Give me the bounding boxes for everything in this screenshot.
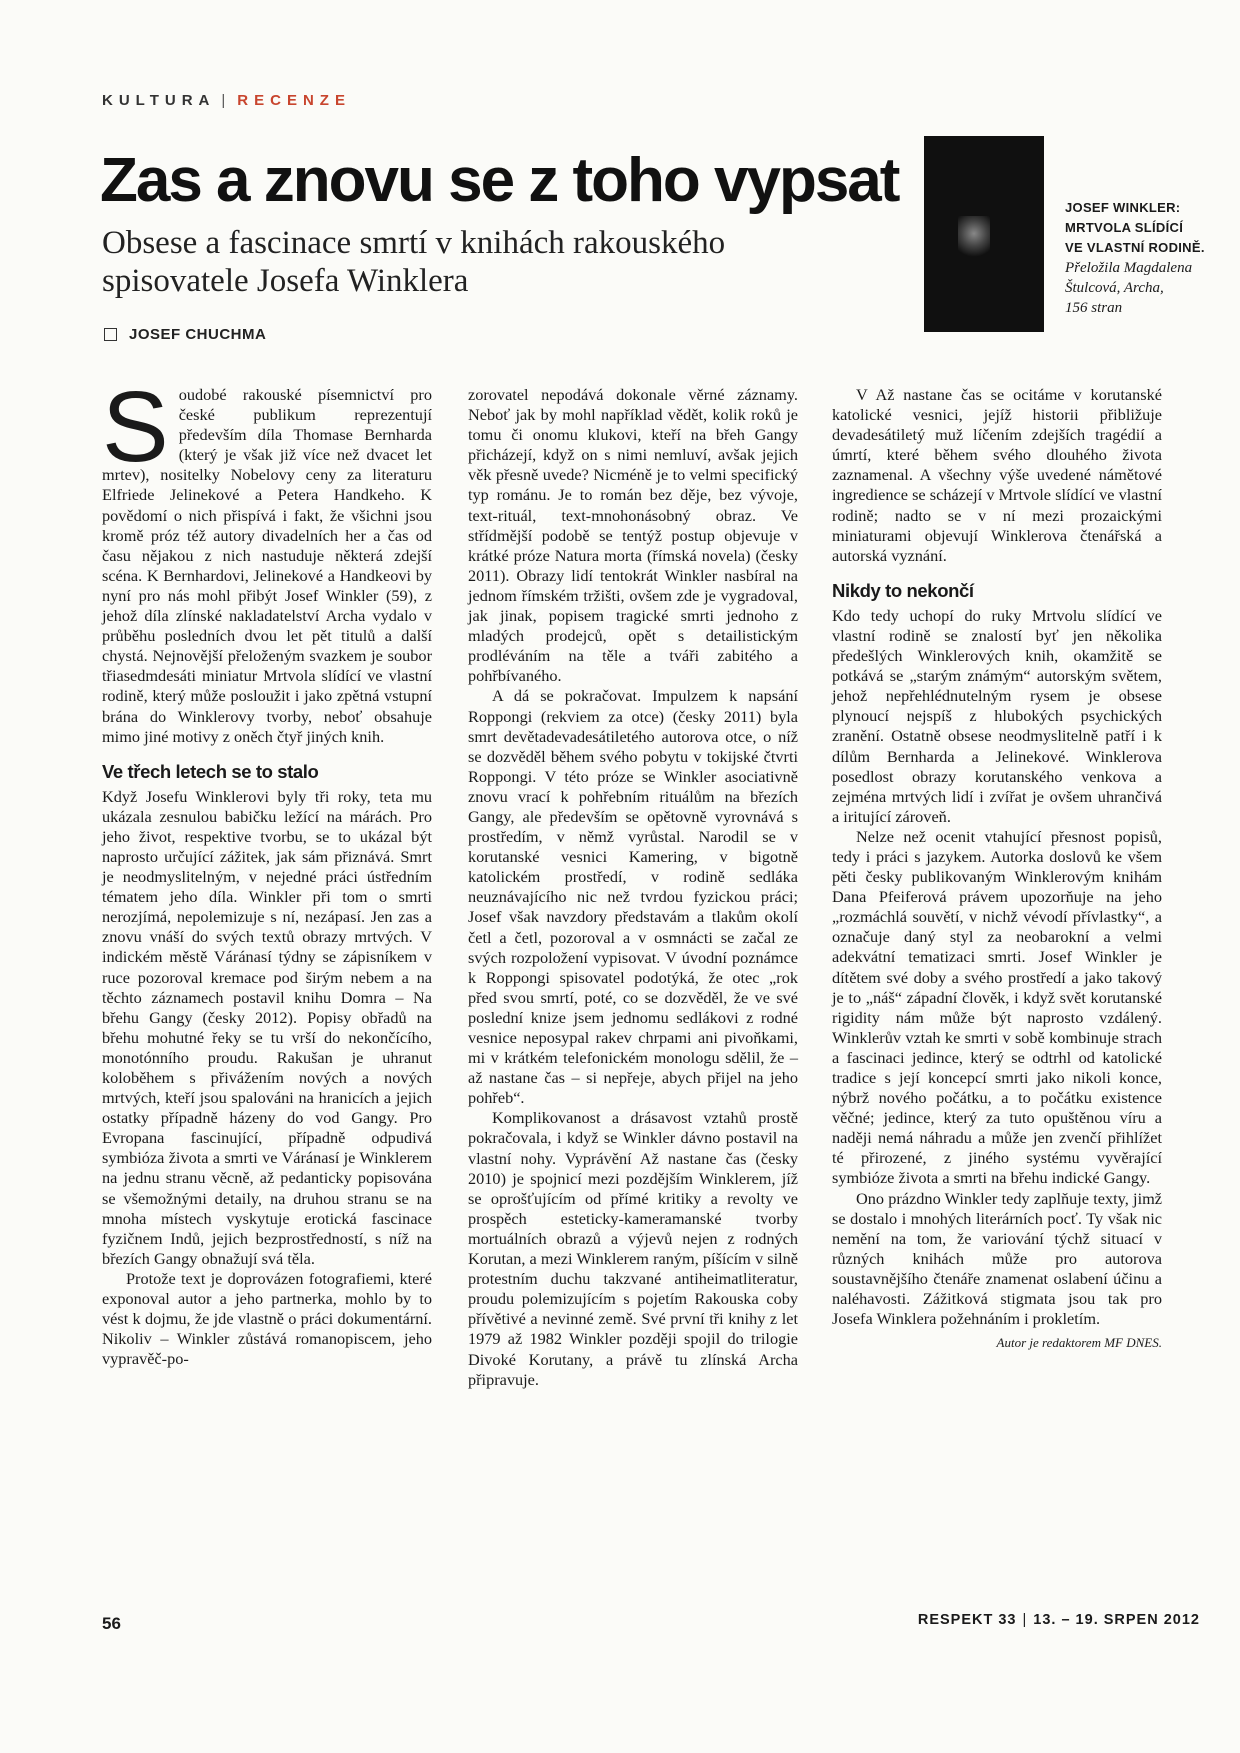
- byline: [104, 326, 266, 343]
- issue-date: 13. – 19. SRPEN 2012: [1033, 1612, 1200, 1628]
- magazine-issue: RESPEKT 33: [917, 1612, 1017, 1628]
- paragraph: Když Josefu Winklerovi byly tři roky, teta mu ukázala zesnulou babičku ležící na márách. Pro jeho život, respektive tvorbu, se to ukázal být naprosto určující zážitek, jak sám přiznává. Smrt je neodmyslitelným, v nejedné práci ústředním tématem jeho díla. Winkler při tom o smrti nerozjímá, nepolemizuje s ní, nezápasí. Jen zas a znovu vnáší do svých textů obrazy mrtvých. V indickém městě Váránasí týdny se zápisníkem v ruce pozoroval kremace pod širým nebem a na těchto záznamech postavil knihu Domra – Na břehu Gangy (česky 2012). Popisy obřadů na břehu mohutné řeky se tu vrší do nekončícího, monotónního proudu. Rakušan je uhranut koloběhem s přivážením nových a nových mrtvých, kteří jsou spalováni na hranicích a jejich ostatky případně házeny do vod Gangy. Pro Evropana fascinující, případně odpudivá symbióza života a smrti ve Váránasí je Winklerem na jednu stranu věcně, až pedanticky popisována se všemožnými detaily, na druhou stranu se na mnoha místech vyskytuje erotická fascinace fyzičnem Indů, jejich bezprostředností, s níž na březích Gangy obnažují svá těla.: [102, 786, 432, 1268]
- paragraph: zorovatel nepodává dokonale věrné záznamy. Neboť jak by mohl například vědět, kolik roků je tomu či onomu klukovi, kteří na břeh Gangy přicházejí, když on s nimi nemluví, avšak jejich věk přesně uvede? Nicméně je to velmi specifický typ románu. Je to román bez děje, bez vývoje, text-rituál, text-mnohonásobný obraz. Ve střídmější podobě se tentýž postup objevuje v krátké próze Natura morta (římská novela) (česky 2011). Obrazy lidí tentokrát Winkler nasbíral na jednom římském tržišti, ovšem zde je vygradoval, jak jinak, popisem tragické smrti jednoho z mladých prodejců, opět s detailistickým prodléváním na těle a tváři zabitého a pohřbívaného.: [468, 385, 798, 686]
- section-separator: |: [221, 92, 232, 109]
- book-title-line: MRTVOLA SLÍDÍCÍ: [1065, 220, 1184, 235]
- article-column-1: [102, 371, 432, 1369]
- page-number: 56: [102, 1614, 121, 1633]
- subtitle: Obsese a fascinace smrtí v knihách rakouského spisovatele Josefa Winklera: [102, 225, 726, 299]
- headline: Zas a znovu se z toho vypsat: [100, 146, 899, 215]
- article-column-3: [832, 385, 1162, 1353]
- footer-separator: |: [1022, 1612, 1028, 1628]
- article-column-2: [468, 385, 798, 1390]
- paragraph: A dá se pokračovat. Impulzem k napsání Roppongi (rekviem za otce) (česky 2011) byla smrt devětadevadesátiletého autorova otce, o níž se dozvěděl během svého pobytu v tokijské čtvrti Roppongi. V této próze se Winkler asociativně znovu vrací k pohřebním rituálům na březích Gangy, ale především se opětovně vyrovnává s prostředím, v němž vyrůstal. Narodil se v korutanské vesnici Kamering, v bigotně katolickém prostředí, v rodině sedláka neuznávajícího nic než tvrdou fyzickou práci; Josef však navzdory představám a tlakům okolí četl a četl, pozoroval a v osmnácti se začal ze svých rozpoložení vypisovat. V úvodní poznámce k Roppongi spisovatel podotýká, že otec „rok před svou smrtí, poté, co se dozvěděl, že ve své poslední knize jsem jednomu sedlákovi z rodné vesnice neposypal rakev chrpami ani pivoňkami, mi v krátkém telefonickém monologu sdělil, že – až nastane čas – si nepřeje, abych přijel na jeho pohřeb“.: [468, 686, 798, 1108]
- subheading: Ve třech letech se to stalo: [102, 760, 319, 782]
- book-title-line: VE VLASTNÍ RODINĚ.: [1065, 240, 1205, 255]
- cover-figure: [958, 216, 990, 260]
- paragraph: Komplikovanost a drásavost vztahů prostě pokračovala, i když se Winkler dávno postavil na vlastní nohy. Vyprávění Až nastane čas (česky 2010) je spojnicí mezi pozdějším Winklerem, jíž se oprošťujícím od přímé kritiky a revolty ve prospěch esteticky-kameramanské tvorby mortuálních obrazů a výjevů nejen z rodných Korutan, a mezi Winklerem raným, píšícím v silně protestním duchu takzvané antiheimatliteratur, proudu polemizujícím s pojetím Rakouska coby přívětivé a nevinné země. Své první tři knihy z let 1979 až 1982 Winkler později spojil do trilogie Divoké Korutany, a právě tu zlínská Archa připravuje.: [468, 1108, 798, 1389]
- book-info: [1065, 198, 1235, 318]
- paragraph: Kdo tedy uchopí do ruky Mrtvolu slídící ve vlastní rodině se znalostí byť jen několika předešlých Winklerových knih, okamžitě se potkává se „starým známým“ autorským světem, jehož nepřehlédnutelným rysem je obsese plynoucí nejspíš z hlubokých psychických zranění. Ostatně obsese neodmyslitelně patří i k dílům Bernharda a Jelinekové. Winklerova posedlost obrazy korutanského venkova a zejména mrtvých lidí i zvířat je ovšem uhrančivá a iritující zároveň.: [832, 605, 1162, 826]
- book-title-line: JOSEF WINKLER:: [1065, 200, 1181, 215]
- paragraph: [102, 371, 432, 747]
- drop-cap: S: [102, 371, 169, 483]
- square-icon: [104, 328, 117, 341]
- book-detail-line: Štulcová, Archa,: [1065, 280, 1164, 296]
- subsection-name: RECENZE: [237, 92, 351, 109]
- author-note: Autor je redaktorem MF DNES.: [996, 1335, 1162, 1351]
- paragraph-text: oudobé rakouské písemnictví pro české publikum reprezentují především díla Thomase Bernharda (který je však již více než dvacet let mrtev), nositelky Nobelovy ceny za literaturu Elfriede Jelinekové a Petera Handkeho. K povědomí o nich přispívá i fakt, že všichni jsou kromě próz též autory divadelních her a čas od času nějakou z nich nastuduje některá zdejší scéna. K Bernhardovi, Jelinekové a Handkeovi by nyní pro nás mohl přibýt Josef Winkler (59), z jehož díla zlínské nakladatelství Archa vydalo v průběhu posledních dvou let pět titulů a další chystá. Nejnovější přeloženým svazkem je soubor třiasedmdesáti miniatur Mrtvola slídící ve vlastní rodině, který může posloužit i jako zpětná vstupní brána do Winklerovy tvorby, neboť obsahuje mimo jiné motivy z oněch čtyř jiných knih.: [102, 385, 432, 746]
- subheading: Nikdy to nekončí: [832, 579, 974, 601]
- footer-issue: [860, 1612, 1200, 1628]
- paragraph: Nelze než ocenit vtahující přesnost popisů, tedy i práci s jazykem. Autorka doslovů ke všem pěti česky publikovaným Winklerovým knihám Dana Pfeiferová právem upozorňuje na jeho „rozmáchlá souvětí, v nichž vévodí přívlastky“, a označuje daný styl za neobarokní a velmi adekvátní tematizaci smrti. Josef Winkler je dítětem své doby a svého prostředí a jako takový je to „náš“ západní člověk, i když svět korutanské rigidity nám může být naprosto vzdálený. Winklerův vztah ke smrti v sobě kombinuje strach a fascinaci jedince, který se odtrhl od katolické tradice s její koncepcí smrti jako nikoli konce, nýbrž nového počátku, a to počátku existence věčné; jedince, který za tuto opuštěnou víru a naději nemá náhradu a může jen zvenčí přihlížet té přirozené, z jiného systému vyvěrající symbióze života a smrti na břehu indické Gangy.: [832, 826, 1162, 1188]
- paragraph: Ono prázdno Winkler tedy zaplňuje texty, jimž se dostalo i mnohých literárních pocť. Ty však nic nemění na tom, že variování týchž situací v různých knihách může pro autorova soustavnějšího čtenáře znamenat oslabení účinu a naléhavosti. Zážitková stigmata jsou tak pro Josefa Winklera požehnáním i prokletím.: [832, 1188, 1162, 1329]
- book-detail-line: 156 stran: [1065, 300, 1123, 316]
- author-name: JOSEF CHUCHMA: [129, 326, 267, 343]
- section-name: KULTURA: [102, 92, 216, 109]
- book-cover-image: [924, 136, 1044, 332]
- section-label: [102, 92, 351, 109]
- paragraph: Protože text je doprovázen fotografiemi, které exponoval autor a jeho partnerka, mohlo by to vést k dojmu, že jde vlastně o práci dokumentární. Nikoliv – Winkler zůstává romanopiscem, jeho vypravěč-po-: [102, 1268, 432, 1369]
- book-detail-line: Přeložila Magdalena: [1065, 260, 1193, 276]
- paragraph: V Až nastane čas se ocitáme v korutanské katolické vesnici, jejíž historii přibližuje devadesátiletý muž líčením zdejších tragédií a úmrtí, které během svého dlouhého života zaznamenal. A všechny výše uvedené námětové ingredience se scházejí v Mrtvole slídící ve vlastní rodině; nadto se v ní mezi prozaickými miniaturami objevují Winklerova čtenářská a autorská vyznání.: [832, 385, 1162, 565]
